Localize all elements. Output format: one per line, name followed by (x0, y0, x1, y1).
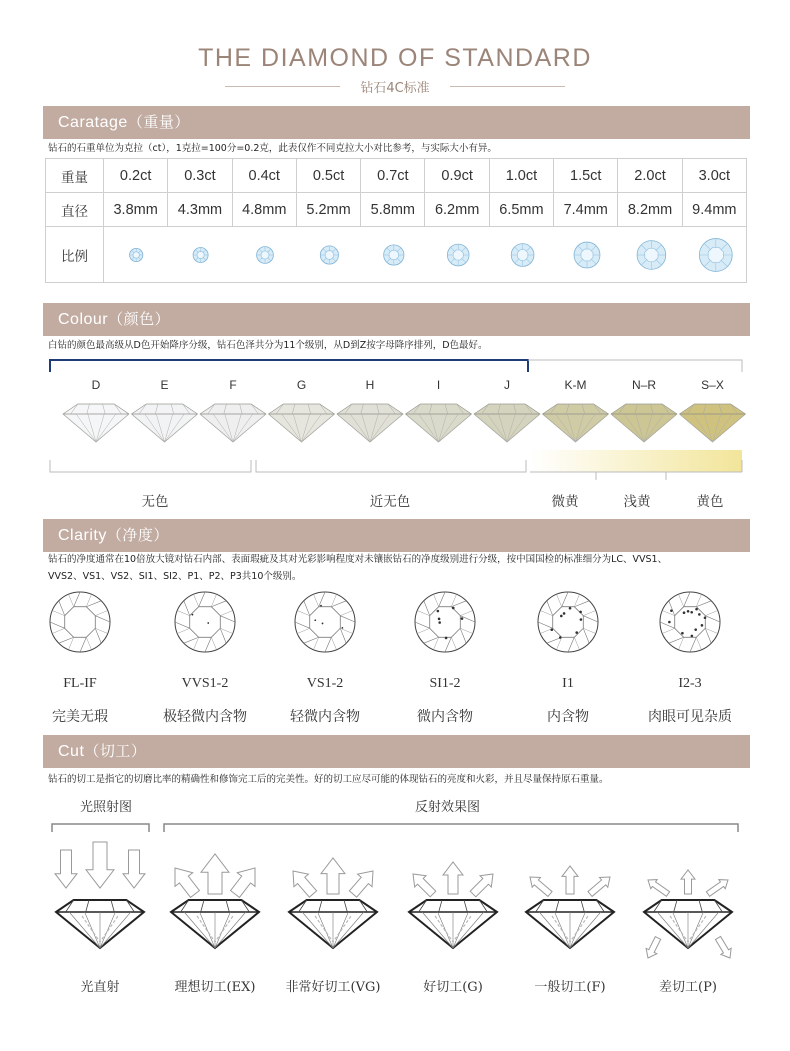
diameter-cell: 9.4mm (682, 193, 746, 227)
clarity-section-header (43, 519, 750, 552)
colour-diamond-icon (543, 404, 609, 442)
weight-cell: 0.2ct (104, 159, 168, 193)
light-ray-arrow (349, 871, 373, 897)
colour-heading-cn: （颜色） (108, 310, 171, 328)
colour-grade-label: D (91, 378, 101, 392)
clarity-grade-desc: 微内含物 (417, 709, 473, 725)
near-colourless-range-line (256, 460, 526, 472)
clarity-grade-desc: 肉眼可见杂质 (648, 709, 732, 725)
carat-gem-icon (699, 239, 732, 272)
category-yellow: 黄色 (696, 494, 724, 510)
tinted-bracket-line (528, 360, 742, 372)
clarity-grade-desc: 轻微内含物 (290, 709, 360, 725)
cut-heading: Cut (58, 743, 85, 760)
carat-size-comparison (104, 227, 748, 283)
weight-cell: 0.3ct (168, 159, 232, 193)
cut-caption: 理想切工(EX) (174, 980, 256, 995)
ratio-row (46, 227, 747, 283)
light-ray-arrow (413, 874, 436, 897)
weight-cell: 0.9ct (425, 159, 489, 193)
cut-diagram-row (0, 838, 790, 988)
clarity-note-line1: 钻石的净度通常在10倍放大镜对钻石内部、表面瑕疵及其对光彩影响程度对未镶嵌钻石的净度级别进行分级，按中国国检的标准细分为LC、VVS1、 (48, 554, 668, 565)
cut-caption: 一般切工(F) (534, 980, 606, 995)
weight-cell: 0.4ct (232, 159, 296, 193)
light-ray-arrow (86, 842, 114, 888)
weight-cell: 1.5ct (554, 159, 618, 193)
diameter-cell: 8.2mm (618, 193, 682, 227)
carat-gem-icon (511, 244, 534, 267)
cut-diagram-icon (409, 862, 497, 948)
colour-diamond-icon (611, 404, 677, 442)
carat-table (45, 158, 747, 283)
carat-gem-icon (637, 241, 666, 270)
diameter-cell: 4.3mm (168, 193, 232, 227)
clarity-grade-code: I1 (562, 676, 574, 691)
cut-diagram-icon (171, 854, 259, 948)
cut-caption: 好切工(G) (423, 980, 483, 995)
clarity-grade-code: I2-3 (678, 676, 702, 691)
colour-diamond-row (46, 396, 746, 456)
weight-cell: 1.0ct (489, 159, 553, 193)
clarity-note-line2: VVS2、VS1、VS2、SI1、SI2、P1、P2、P3共10个级别。 (48, 571, 302, 582)
reflection-bracket-line (164, 824, 738, 832)
diameter-cell: 5.2mm (296, 193, 360, 227)
diameter-cell: 6.5mm (489, 193, 553, 227)
colour-diamond-icon (406, 404, 472, 442)
carat-heading: Caratage (58, 114, 128, 131)
colour-diamond-icon (680, 404, 746, 442)
light-ray-arrow (588, 877, 610, 896)
cut-section-header (43, 735, 750, 768)
clarity-diagram-icon (50, 592, 110, 652)
cut-brackets (46, 816, 746, 836)
colour-diamond-icon (63, 404, 129, 442)
clarity-diagram-icon (538, 592, 598, 652)
colour-diamond-icon (132, 404, 198, 442)
light-ray-arrow (231, 868, 255, 897)
subtitle-rule-right (450, 86, 565, 87)
colour-grade-label: G (296, 378, 307, 392)
row-label-weight: 重量 (46, 159, 104, 193)
colourless-bracket-line (50, 360, 528, 372)
yellow-gradient-strip (530, 450, 742, 472)
carat-gem-icon (574, 242, 600, 268)
clarity-grade-desc: 完美无瑕 (52, 709, 108, 725)
carat-note: 钻石的石重单位为克拉（ct），1克拉=100分=0.2克，此表仅作不同克拉大小对比参考，与实际大小有异。 (48, 143, 497, 154)
light-ray-arrow (175, 868, 199, 897)
carat-heading-cn: （重量） (127, 113, 190, 131)
ratio-gems-cell (104, 227, 747, 283)
carat-gem-icon (257, 247, 274, 264)
colour-section-header (43, 303, 750, 336)
colour-diamond-icon (200, 404, 266, 442)
reflection-illustration-label: 反射效果图 (415, 800, 481, 815)
category-faint-yellow: 微黄 (551, 494, 579, 510)
clarity-grade-code: FL-IF (63, 676, 97, 691)
diameter-cell: 4.8mm (232, 193, 296, 227)
light-ray-arrow (706, 880, 728, 897)
clarity-grade-desc: 极轻微内含物 (163, 709, 247, 725)
light-ray-arrow (681, 870, 695, 894)
clarity-grade-code: VVS1-2 (181, 676, 229, 691)
carat-section-header (43, 106, 750, 139)
clarity-heading-cn: （净度） (106, 526, 169, 544)
weight-cell: 3.0ct (682, 159, 746, 193)
cut-diagram-icon (644, 870, 732, 958)
light-ray-arrow (443, 862, 463, 894)
cut-diagram-icon (289, 858, 377, 948)
carat-gem-icon (384, 245, 404, 265)
light-ray-arrow (646, 937, 661, 958)
colour-grade-label: I (436, 378, 441, 392)
clarity-diagram-icon (660, 592, 720, 652)
light-ray-arrow (530, 877, 552, 896)
weight-cell: 0.7ct (361, 159, 425, 193)
page-title: THE DIAMOND OF STANDARD (198, 44, 592, 72)
category-light-yellow: 浅黄 (623, 494, 651, 510)
carat-gem-icon (320, 246, 338, 264)
row-label-ratio: 比例 (46, 227, 104, 283)
light-ray-arrow (648, 880, 670, 897)
clarity-heading: Clarity (58, 527, 107, 544)
colour-grade-label: F (229, 378, 237, 392)
diameter-cell: 7.4mm (554, 193, 618, 227)
light-ray-arrow (293, 871, 317, 897)
weight-cell: 2.0ct (618, 159, 682, 193)
colour-scale-bar (46, 448, 746, 478)
light-ray-arrow (55, 850, 77, 888)
colour-note: 白钻的颜色最高级从D色开始降序分级，钻石色泽共分为11个级别，从D到Z按字母降序排列，D色最好。 (48, 340, 488, 351)
colour-grade-label: N–R (631, 378, 656, 392)
weight-row (46, 159, 747, 193)
clarity-diagram-icon (175, 592, 235, 652)
colour-diamond-icon (269, 404, 335, 442)
category-near-colourless: 近无色 (369, 494, 411, 510)
carat-gem-icon (130, 248, 143, 261)
clarity-grade-desc: 内含物 (547, 709, 589, 725)
light-bracket-line (52, 824, 149, 832)
colour-grade-label: H (365, 378, 375, 392)
clarity-diagram-icon (295, 592, 355, 652)
light-ray-arrow (470, 874, 493, 897)
category-colourless: 无色 (141, 494, 169, 510)
cut-heading-cn: （切工） (84, 742, 147, 760)
cut-note: 钻石的切工是指它的切磨比率的精确性和修饰完工后的完美性。好的切工应尽可能的体现钻石的亮度和火彩，并且尽量保持原石重量。 (48, 774, 609, 785)
colour-grade-bracket (46, 356, 746, 376)
colour-grade-label: J (504, 378, 510, 392)
clarity-diagram-icon (415, 592, 475, 652)
colour-diamond-icon (474, 404, 540, 442)
colour-grade-label: E (160, 378, 169, 392)
weight-cell: 0.5ct (296, 159, 360, 193)
clarity-grade-code: VS1-2 (306, 676, 344, 691)
diameter-cell: 6.2mm (425, 193, 489, 227)
colourless-range-line (50, 460, 251, 472)
diameter-cell: 3.8mm (104, 193, 168, 227)
carat-gem-icon (447, 244, 469, 266)
light-ray-arrow (562, 866, 578, 894)
light-ray-arrow (715, 936, 731, 958)
colour-grade-label: K-M (564, 378, 587, 392)
carat-gem-icon (193, 247, 208, 262)
light-ray-arrow (201, 854, 229, 894)
colour-heading: Colour (58, 311, 109, 328)
cut-diagram-icon (55, 842, 145, 948)
diameter-row (46, 193, 747, 227)
colour-grade-label: S–X (701, 378, 724, 392)
clarity-grade-code: SI1-2 (429, 676, 461, 691)
page-subtitle: 钻石4C标准 (360, 81, 430, 96)
light-ray-arrow (321, 858, 345, 894)
row-label-diameter: 直径 (46, 193, 104, 227)
cut-diagram-icon (526, 866, 614, 948)
cut-caption: 光直射 (80, 980, 120, 995)
diameter-cell: 5.8mm (361, 193, 425, 227)
cut-caption: 非常好切工(VG) (285, 980, 381, 995)
light-ray-arrow (123, 850, 145, 888)
cut-caption: 差切工(P) (659, 980, 717, 995)
colour-diamond-icon (337, 404, 403, 442)
light-illustration-label: 光照射图 (80, 800, 133, 815)
clarity-diagram-row (0, 588, 790, 668)
